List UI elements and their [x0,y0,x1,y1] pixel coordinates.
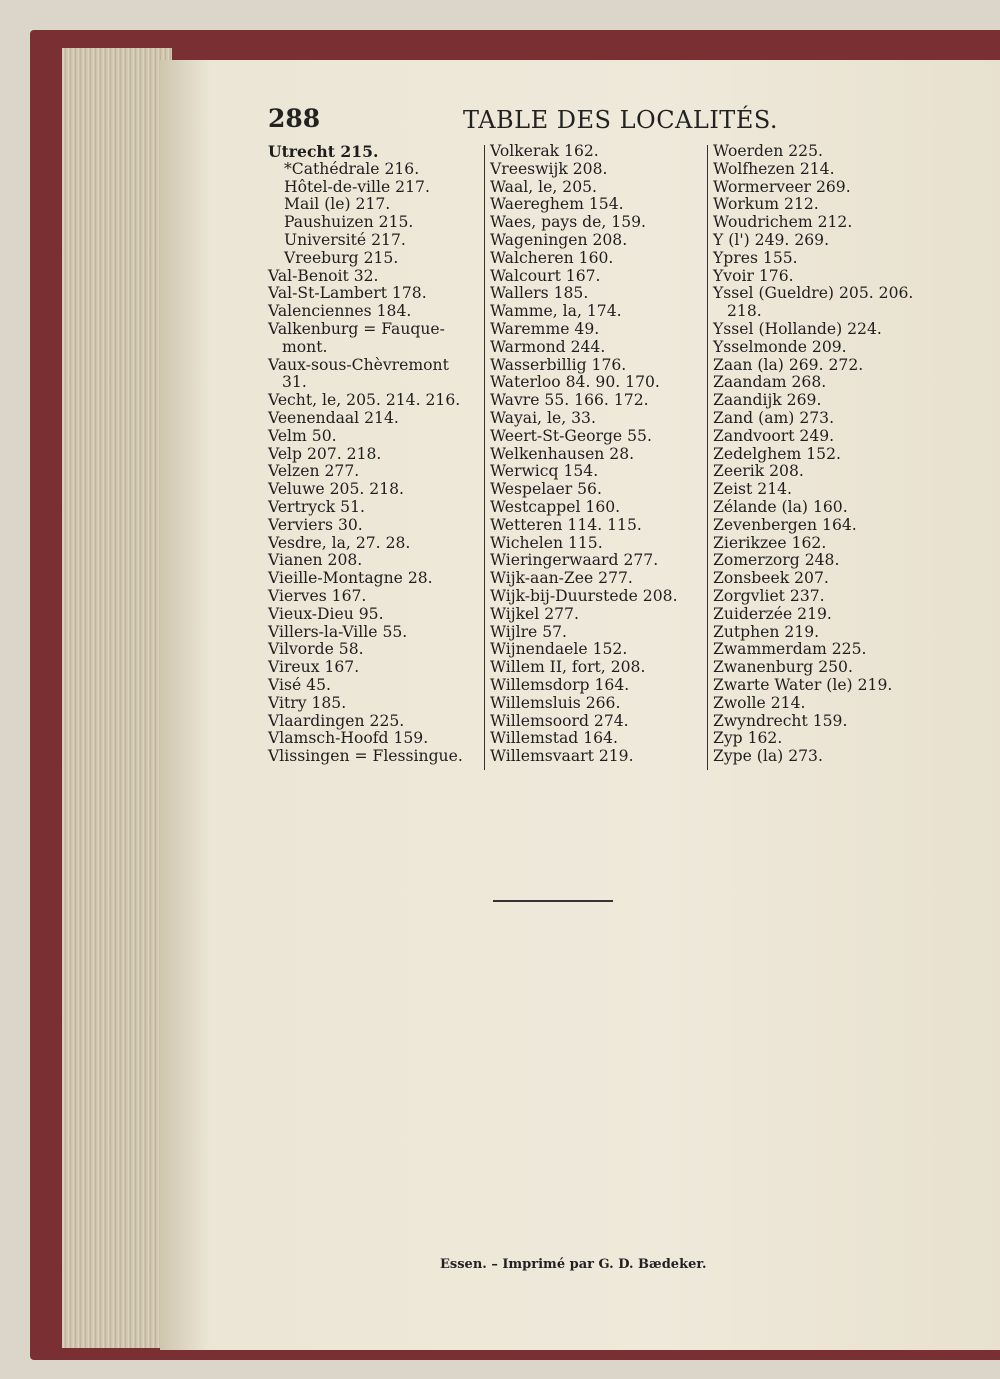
index-entry: Wamme, la, 174. [490,302,622,321]
index-entry: Welkenhausen 28. [490,444,635,463]
index-entry: Wallers 185. [490,284,589,303]
index-entry: Vilvorde 58. [268,640,364,659]
index-entry: Ypres 155. [713,248,798,267]
index-entry: Veenendaal 214. [268,408,399,427]
index-entry: Zwanenburg 250. [713,658,853,677]
index-entry: Werwicq 154. [490,462,599,481]
index-entry: Willemsdorp 164. [490,675,630,694]
index-entry: Vireux 167. [268,658,360,677]
index-entry: Wijnendaele 152. [490,640,628,659]
index-column-1 [268,143,463,766]
index-entry: Vreeswijk 208. [490,159,608,178]
index-entry: Zaandam 268. [713,373,827,392]
index-entry: Willemsluis 266. [490,693,621,712]
index-entry: Wieringerwaard 277. [490,551,659,570]
index-entry: Willemstad 164. [490,729,618,748]
index-entry: Zuiderzée 219. [713,604,832,623]
index-entry: 218. [727,302,762,321]
index-entry: Wijk-bij-Duurstede 208. [490,586,678,605]
index-entry: Y (l') 249. 269. [713,230,830,249]
index-entry: Wolfhezen 214. [713,159,835,178]
index-entry: Yssel (Hollande) 224. [713,319,882,338]
index-entry: Zwarte Water (le) 219. [713,675,893,694]
index-entry: Vaux-sous-Chèvremont [268,355,449,374]
index-entry: Zierikzee 162. [713,533,827,552]
index-entry: Vierves 167. [268,586,367,605]
index-entry: Veluwe 205. 218. [268,480,405,499]
page-edges [62,48,172,1348]
index-entry: Weert-St-George 55. [490,426,652,445]
index-entry: Velm 50. [268,426,337,445]
index-entry: Vlamsch-Hoofd 159. [268,729,429,748]
column-rule [707,145,708,770]
index-entry: Valkenburg = Fauque- [268,319,445,338]
index-entry: Woudrichem 212. [713,213,853,232]
index-entry: Waereghem 154. [490,195,624,214]
index-entry: Zomerzorg 248. [713,551,840,570]
index-entry: Zype (la) 273. [713,747,823,766]
index-entry: Vreeburg 215. [284,248,399,267]
index-entry: Zaandijk 269. [713,391,822,410]
index-entry: Vieille-Montagne 28. [268,569,433,588]
index-entry: Walcheren 160. [490,248,614,267]
index-entry: Verviers 30. [268,515,363,534]
page-title: TABLE DES LOCALITÉS. [463,106,779,134]
page-number: 288 [268,104,321,133]
index-entry: Valenciennes 184. [268,302,412,321]
index-entry: 31. [282,373,307,392]
index-entry: Velp 207. 218. [268,444,382,463]
index-entry: Wayai, le, 33. [490,408,596,427]
index-entry: Vitry 185. [268,693,347,712]
index-entry: Velzen 277. [268,462,360,481]
index-entry: Zélande (la) 160. [713,497,848,516]
index-entry: Université 217. [284,230,406,249]
index-entry: Zonsbeek 207. [713,569,829,588]
index-entry: Zutphen 219. [713,622,820,641]
index-entry: Vlaardingen 225. [268,711,405,730]
index-entry: Val-Benoit 32. [268,266,379,285]
index-entry: Yvoir 176. [713,266,794,285]
index-entry: Zandvoort 249. [713,426,835,445]
index-entry: Zorgvliet 237. [713,586,825,605]
index-entry: Zwyndrecht 159. [713,711,848,730]
index-entry: Vesdre, la, 27. 28. [268,533,411,552]
index-entry: Vecht, le, 205. 214. 216. [268,391,461,410]
index-entry: Zwammerdam 225. [713,640,867,659]
index-entry: Wijlre 57. [490,622,568,641]
index-entry: Vlissingen = Flessingue. [268,747,463,766]
index-entry: Zedelghem 152. [713,444,841,463]
index-entry: Zyp 162. [713,729,783,748]
index-entry: Mail (le) 217. [284,195,391,214]
column-rule [484,145,485,770]
index-entry: Visé 45. [268,675,331,694]
index-entry: mont. [282,337,328,356]
index-entry: Willemsoord 274. [490,711,629,730]
index-column-3 [713,143,913,766]
index-entry: *Cathédrale 216. [284,159,420,178]
index-entry: Vertryck 51. [268,497,365,516]
printer-footer: Essen. – Imprimé par G. D. Bædeker. [440,1257,707,1272]
index-entry: Wespelaer 56. [490,480,602,499]
index-entry: Villers-la-Ville 55. [268,622,408,641]
index-entry: Wijk-aan-Zee 277. [490,569,633,588]
index-entry: Woerden 225. [713,142,823,160]
index-entry: Waterloo 84. 90. 170. [490,373,660,392]
index-entry: Zwolle 214. [713,693,806,712]
index-entry: Wetteren 114. 115. [490,515,642,534]
index-entry: Vianen 208. [268,551,363,570]
index-entry: Wasserbillig 176. [490,355,627,374]
index-entry: Yssel (Gueldre) 205. 206. [713,284,914,303]
section-divider [493,900,613,902]
index-entry: Paushuizen 215. [284,213,414,232]
index-entry: Utrecht 215. [268,142,379,161]
index-entry: Workum 212. [713,195,819,214]
index-entry: Wichelen 115. [490,533,603,552]
index-entry: Waal, le, 205. [490,177,598,196]
index-entry: Wavre 55. 166. 172. [490,391,649,410]
index-entry: Walcourt 167. [490,266,601,285]
index-entry: Waremme 49. [490,319,600,338]
index-entry: Zevenbergen 164. [713,515,857,534]
index-entry: Willem II, fort, 208. [490,658,646,677]
index-entry: Hôtel-de-ville 217. [284,177,430,196]
index-entry: Wormerveer 269. [713,177,851,196]
index-entry: Zeerik 208. [713,462,804,481]
index-entry: Zand (am) 273. [713,408,835,427]
index-entry: Ysselmonde 209. [713,337,847,356]
index-entry: Vieux-Dieu 95. [268,604,384,623]
index-entry: Wageningen 208. [490,230,628,249]
index-entry: Warmond 244. [490,337,606,356]
index-entry: Waes, pays de, 159. [490,213,647,232]
index-entry: Val-St-Lambert 178. [268,284,427,303]
index-entry: Zaan (la) 269. 272. [713,355,864,374]
index-entry: Willemsvaart 219. [490,747,634,766]
index-entry: Zeist 214. [713,480,792,499]
index-entry: Wijkel 277. [490,604,579,623]
index-entry: Westcappel 160. [490,497,621,516]
index-column-2 [490,143,678,766]
index-entry: Volkerak 162. [490,142,599,160]
